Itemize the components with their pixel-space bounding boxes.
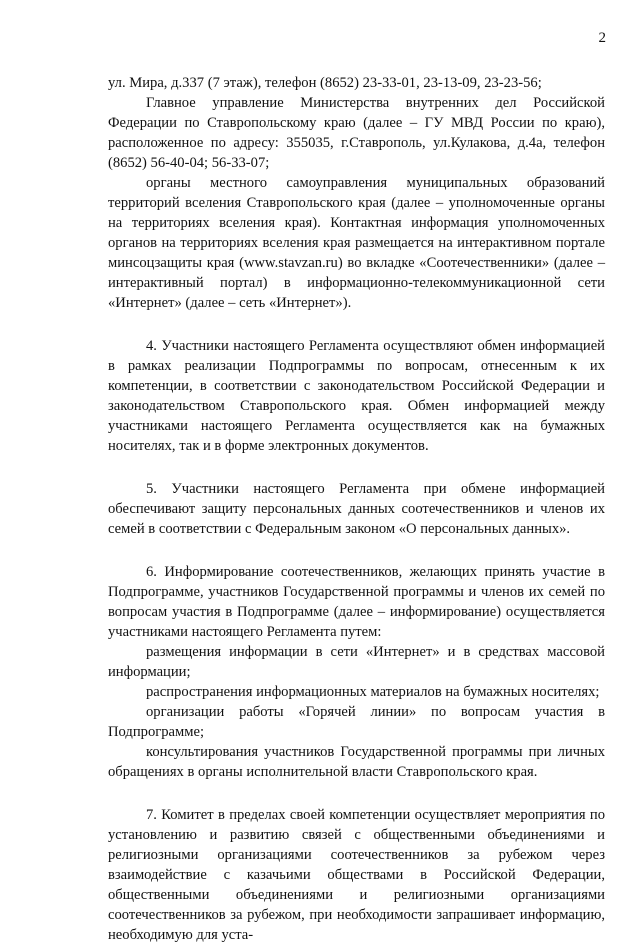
paragraph-clause-6: 6. Информирование соотечественников, желающих принять участие в Подпрограмме, участников Государственной программы и членов их семей по вопросам участия в Подпрограмме (далее – информирование) осуществляется участниками настоящего Регламента путем: xyxy=(108,564,605,640)
paragraph-clause-4: 4. Участники настоящего Регламента осуществляют обмен информацией в рамках реализации Подпрограммы по вопросам, отнесенным к их компетенции, в соответствии с законодательством Российской Федерации и законодательством Ставропольского края. Обмен информацией между участниками настоящего Регламента осуществляется как на бумажных носителях, так и в форме электронных документов. xyxy=(108,338,605,454)
paragraph-mvd: Главное управление Министерства внутренних дел Российской Федерации по Ставропольскому краю (далее – ГУ МВД России по краю), расположенное по адресу: 355035, г.Ставрополь, ул.Кулакова, д.4а, телефон (8652) 56-40-04; 56-33-07; xyxy=(108,95,605,171)
paragraph-clause-7: 7. Комитет в пределах своей компетенции осуществляет мероприятия по установлению и развитию связей с общественными объединениями и религиозными организациями соотечественников за рубежом через взаимодействие с казачьими обществами в Российской Федерации, общественными объединениями и религиозными организациями соотечественников за рубежом, при необходимости запрашивает информацию, необходимую для уста- xyxy=(108,807,605,943)
list-item-consulting: консультирования участников Государственной программы при личных обращениях в органы исполнительной власти Ставропольского края. xyxy=(108,744,605,780)
paragraph-address-continuation: ул. Мира, д.337 (7 этаж), телефон (8652) 23-33-01, 23-13-09, 23-23-56; xyxy=(108,75,542,91)
page-number: 2 xyxy=(598,30,606,46)
document-body xyxy=(108,73,605,945)
paragraph-clause-5: 5. Участники настоящего Регламента при обмене информацией обеспечивают защиту персональных данных соотечественников и членов их семей в соответствии с Федеральным законом «О персональных данных». xyxy=(108,481,605,537)
list-item-internet: размещения информации в сети «Интернет» и в средствах массовой информации; xyxy=(108,644,605,680)
list-item-hotline: организации работы «Горячей линии» по вопросам участия в Подпрограмме; xyxy=(108,704,605,740)
list-item-paper: распространения информационных материалов на бумажных носителях; xyxy=(146,684,600,700)
paragraph-local-authorities: органы местного самоуправления муниципальных образований территорий вселения Ставропольского края (далее – уполномоченные органы на территориях вселения края). Контактная информация уполномоченных органов на территориях вселения края размещается на интерактивном портале минсоцзащиты края (www.stavzan.ru) во вкладке «Соотечественники» (далее – интерактивный портал) в информационно-телекоммуникационной сети «Интернет» (далее – сеть «Интернет»). xyxy=(108,175,605,311)
